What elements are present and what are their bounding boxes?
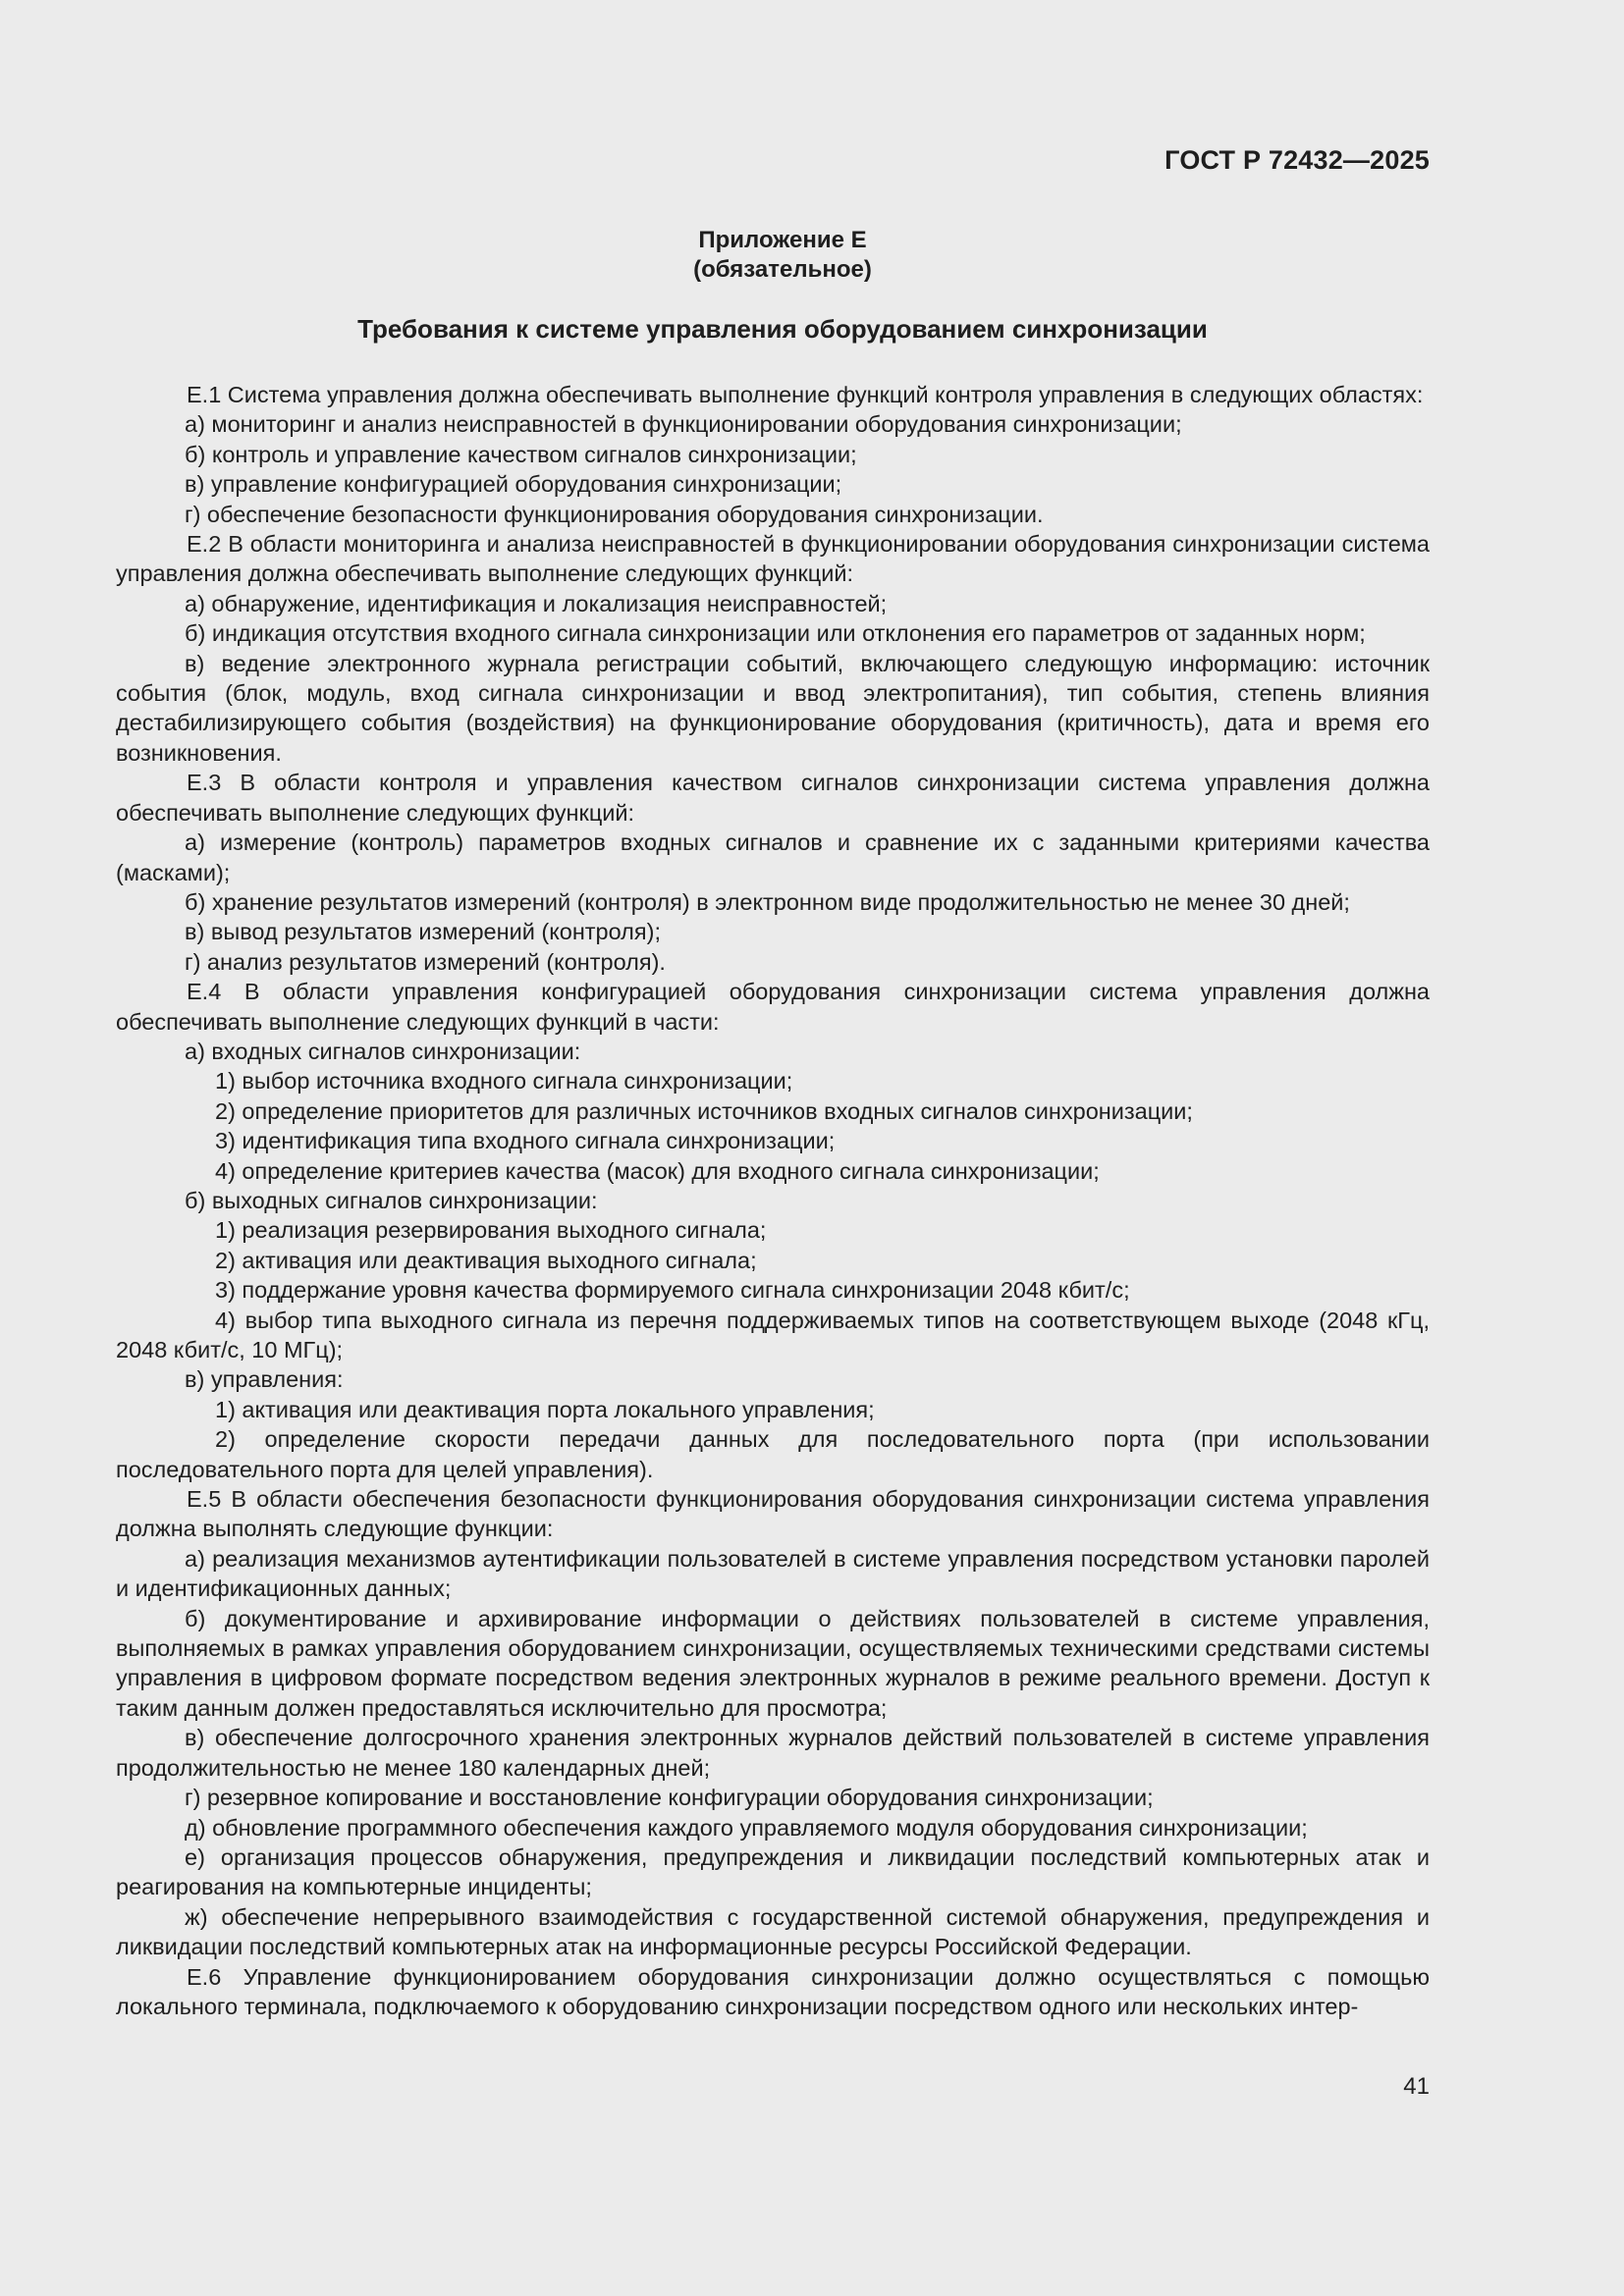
list-item: в) вывод результатов измерений (контроля); — [185, 919, 661, 945]
list-item: в) обеспечение долгосрочного хранения электронных журналов действий пользователей в системе управления продолжительностью не менее 180 календарных дней; — [116, 1725, 1430, 1781]
list-item: 2) активация или деактивация выходного сигнала; — [215, 1247, 757, 1273]
list-item: 2) определение приоритетов для различных источников входных сигналов синхронизации; — [215, 1097, 1193, 1124]
list-item: 1) выбор источника входного сигнала синхронизации; — [215, 1068, 793, 1095]
list-item: 4) определение критериев качества (масок) для входного сигнала синхронизации; — [215, 1157, 1100, 1184]
list-item: г) обеспечение безопасности функционирования оборудования синхронизации. — [185, 501, 1044, 527]
list-item: 1) реализация резервирования выходного сигнала; — [215, 1217, 767, 1244]
list-item: б) индикация отсутствия входного сигнала синхронизации или отклонения его параметров от заданных норм; — [185, 620, 1366, 647]
clause-paragraph: Е.4 В области управления конфигурацией оборудования синхронизации система управления должна обеспечивать выполнение следующих функций в части: — [116, 979, 1430, 1035]
clause-paragraph: Е.2 В области мониторинга и анализа неисправностей в функционировании оборудования синхронизации система управления должна обеспечивать выполнение следующих функций: — [116, 531, 1430, 587]
list-item: д) обновление программного обеспечения каждого управляемого модуля оборудования синхронизации; — [185, 1814, 1308, 1841]
list-item: 1) активация или деактивация порта локального управления; — [215, 1396, 875, 1422]
annex-heading: Требования к системе управления оборудованием синхронизации — [357, 314, 1208, 344]
annex-type: (обязательное) — [693, 256, 872, 283]
list-item: ж) обеспечение непрерывного взаимодействия с государственной системой обнаружения, предупреждения и ликвидации последствий компьютерных атак на информационные ресурсы Российской Федерации. — [116, 1903, 1430, 1960]
clause-paragraph: Е.5 В области обеспечения безопасности функционирования оборудования синхронизации система управления должна выполнять следующие функции: — [116, 1486, 1430, 1542]
list-item: б) контроль и управление качеством сигналов синхронизации; — [185, 441, 857, 467]
list-item: 3) идентификация типа входного сигнала синхронизации; — [215, 1128, 836, 1154]
standard-number: ГОСТ Р 72432—2025 — [1164, 145, 1430, 175]
list-item: б) выходных сигналов синхронизации: — [185, 1187, 598, 1213]
list-item: а) реализация механизмов аутентификации пользователей в системе управления посредством установки паролей и идентификационных данных; — [116, 1545, 1430, 1602]
list-item: г) анализ результатов измерений (контроля). — [185, 948, 666, 975]
list-item: 2) определение скорости передачи данных для последовательного порта (при использовании последовательного порта для целей управления). — [116, 1426, 1430, 1482]
list-item: а) мониторинг и анализ неисправностей в функционировании оборудования синхронизации; — [185, 411, 1182, 438]
list-item: г) резервное копирование и восстановление конфигурации оборудования синхронизации; — [185, 1785, 1154, 1811]
annex-title-block — [0, 226, 1565, 344]
list-item: б) хранение результатов измерений (контроля) в электронном виде продолжительностью не менее 30 дней; — [185, 888, 1350, 915]
page-number: 41 — [1403, 2073, 1430, 2100]
list-item: е) организация процессов обнаружения, предупреждения и ликвидации последствий компьютерных атак и реагирования на компьютерные инциденты; — [116, 1843, 1430, 1900]
clause-paragraph: Е.6 Управление функционированием оборудования синхронизации должно осуществляться с помощью локального терминала, подключаемого к оборудованию синхронизации посредством одного или нескольких интер- — [116, 1963, 1430, 2019]
list-item: в) управления: — [185, 1366, 344, 1393]
body-text — [116, 380, 1430, 2021]
list-item: в) ведение электронного журнала регистрации событий, включающего следующую информацию: источник события (блок, модуль, вход сигнала синхронизации и ввод электропитания), тип события, степень влияния дестабилизирующего события (воздействия) на функционирование оборудования (критичность), дата и время его возникновения. — [116, 650, 1430, 766]
clause-paragraph: Е.1 Система управления должна обеспечивать выполнение функций контроля управления в следующих областях: — [187, 382, 1424, 407]
annex-title: Приложение Е — [698, 227, 867, 253]
list-item: а) измерение (контроль) параметров входных сигналов и сравнение их с заданными критериями качества (масками); — [116, 829, 1430, 885]
list-item: а) входных сигналов синхронизации: — [185, 1038, 581, 1064]
list-item: б) документирование и архивирование информации о действиях пользователей в системе управления, выполняемых в рамках управления оборудованием синхронизации, осуществляемых техническими средствами системы управления в цифровом формате посредством ведения электронных журналов в режиме реального времени. Доступ к таким данным должен предоставляться исключительно для просмотра; — [116, 1605, 1430, 1721]
list-item: в) управление конфигурацией оборудования синхронизации; — [185, 471, 842, 498]
list-item: а) обнаружение, идентификация и локализация неисправностей; — [185, 590, 888, 616]
clause-paragraph: Е.3 В области контроля и управления качеством сигналов синхронизации система управления должна обеспечивать выполнение следующих функций: — [116, 770, 1430, 826]
list-item: 3) поддержание уровня качества формируемого сигнала синхронизации 2048 кбит/с; — [215, 1277, 1130, 1304]
list-item: 4) выбор типа выходного сигнала из перечня поддерживаемых типов на соответствующем выходе (2048 кГц, 2048 кбит/с, 10 МГц); — [116, 1307, 1430, 1362]
